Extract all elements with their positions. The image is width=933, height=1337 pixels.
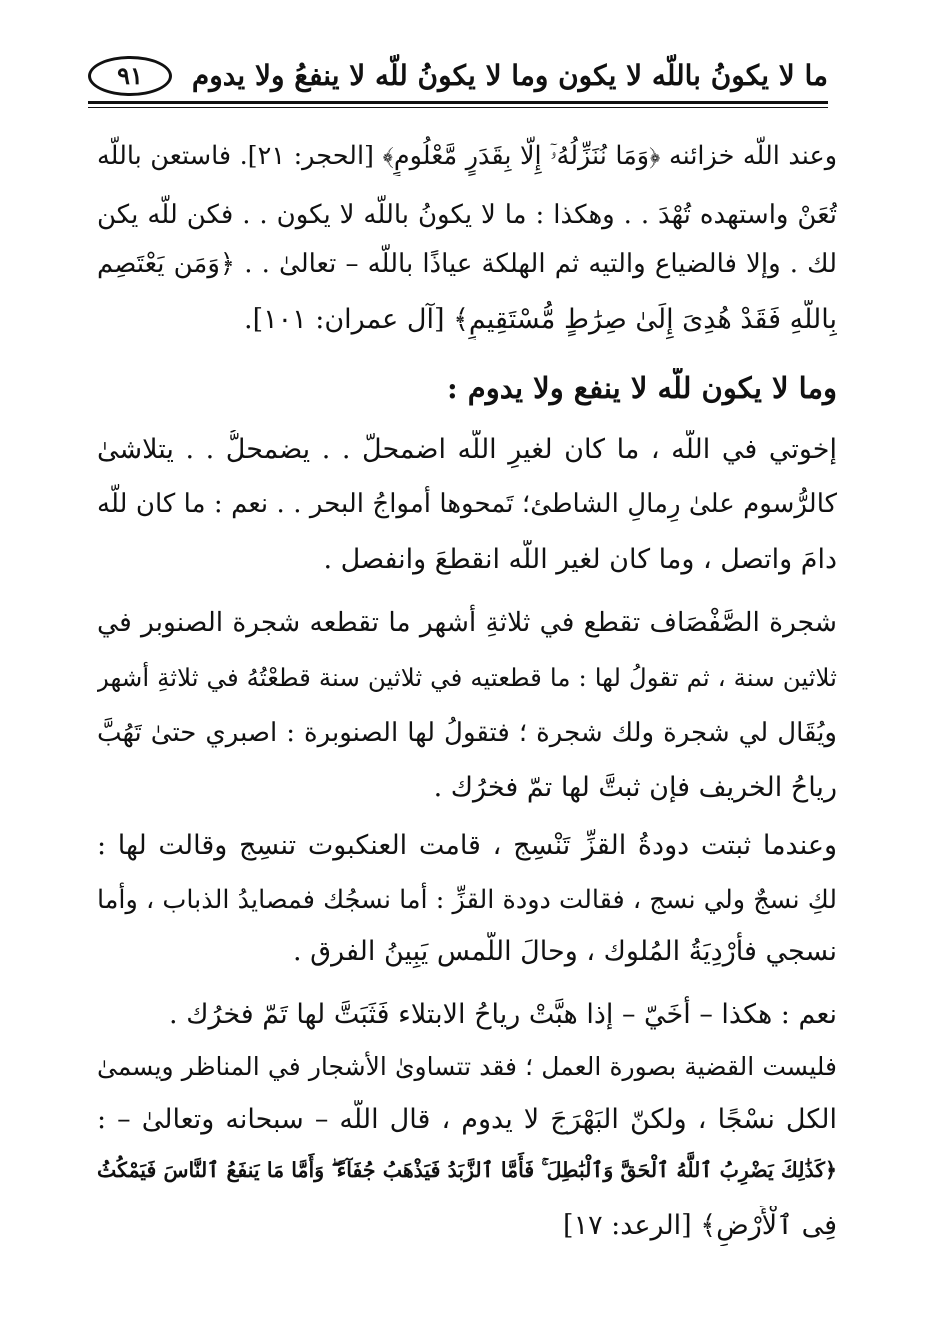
text-line: تُعَنْ واستهده تُهْدَ . . وهكذا : ما لا يكونُ باللّه لا يكون . . فكن للّه يكن [97,200,837,230]
quran-verse-line: فِى ٱلْأَرْضِ﴾ [الرعد: ١٧] [563,1210,837,1241]
text-line: بِاللَّهِ فَقَدْ هُدِىَ إِلَىٰ صِرَٰطٍ مُّسْتَقِيمٍ﴾ [آل عمران: ١٠١]. [244,304,837,335]
running-title: ما لا يكونُ باللّه لا يكون وما لا يكونُ للّه لا ينفعُ ولا يدوم [191,59,828,92]
text-line: فليست القضية بصورة العمل ؛ فقد تتساوىٰ الأشجار في المناظر ويسمىٰ [97,1052,837,1081]
text-line: كالرُّسوم علىٰ رِمالِ الشاطئ؛ تَمحوها أمواجُ البحر . . نعم : ما كان للّه [97,489,837,519]
text-line: نسجي فأرْدِيَةُ المُلوك ، وحالَ اللَّمس يَبِينُ الفرق . [292,936,837,967]
text-line: دامَ واتصل ، وما كان لغير اللّه انقطعَ وانفصل . [323,544,837,575]
header-rule [88,101,828,104]
text-line: ويُقَال لي شجرة ولك شجرة ؛ فتقولُ لها الصنوبرة : اصبري حتىٰ تَهُبَّ [97,718,837,748]
text-line: الكل نسْجًا ، ولكنّ البَهْرَجَ لا يدوم ، قال اللّه – سبحانه وتعالىٰ – : [97,1104,837,1135]
header-rule-thin [88,107,828,108]
text-line: وعندما ثبتت دودةُ القزِّ تَنْسِج ، قامت العنكبوت تنسِج وقالت لها : [97,830,837,861]
text-line: نعم : هكذا – أُخَيّ – إذا هبَّتْ رياحُ الابتلاء فَثَبَتَّ لها تَمّ فخرُك . [169,999,837,1030]
text-line: لكِ نسجٌ ولي نسج ، فقالت دودة القزِّ : أما نسجُك فمصايدُ الذباب ، وأما [97,885,837,915]
page-number: ٩١ [88,56,172,96]
section-heading: وما لا يكون للّه لا ينفع ولا يدوم : [447,371,837,405]
text-line: ثلاثين سنة ، ثم تقولُ لها : ما قطعتيه في ثلاثين سنة قطعْتُهُ في ثلاثةِ أشهر [97,663,837,692]
text-line: شجرة الصَّفْصَاف تقطع في ثلاثةِ أشهر ما تقطعه شجرة الصنوبر في [97,607,837,638]
text-line: رياحُ الخريف فإن ثبتَّ لها تمّ فخرُك . [433,772,837,803]
text-line: وعند اللّه خزائنه ﴿وَمَا نُنَزِّلُهُۥٓ إِلَّا بِقَدَرٍ مَّعْلُومٍ﴾ [الحجر: ٢١]. فاستعن باللّه [97,141,837,171]
text-line: إخوتي في اللّه ، ما كان لغيرِ اللّه اضمحلّ . . يضمحلُّ . . يتلاشىٰ [97,434,837,465]
quran-verse-line: ﴿كَذَٰلِكَ يَضْرِبُ ٱللَّهُ ٱلْحَقَّ وَٱلْبَٰطِلَ ۚ فَأَمَّا ٱلزَّبَدُ فَيَذْهَبُ جُفَآءً ۖ وَأَمَّا مَا يَنفَعُ ٱلنَّاسَ فَيَمْكُثُ [97,1158,837,1182]
page-header [88,52,828,100]
text-line: لك . وإلا فالضياع والتيه ثم الهلكة عياذًا باللّه – تعالىٰ . . ﴿وَمَن يَعْتَصِم [97,249,837,279]
